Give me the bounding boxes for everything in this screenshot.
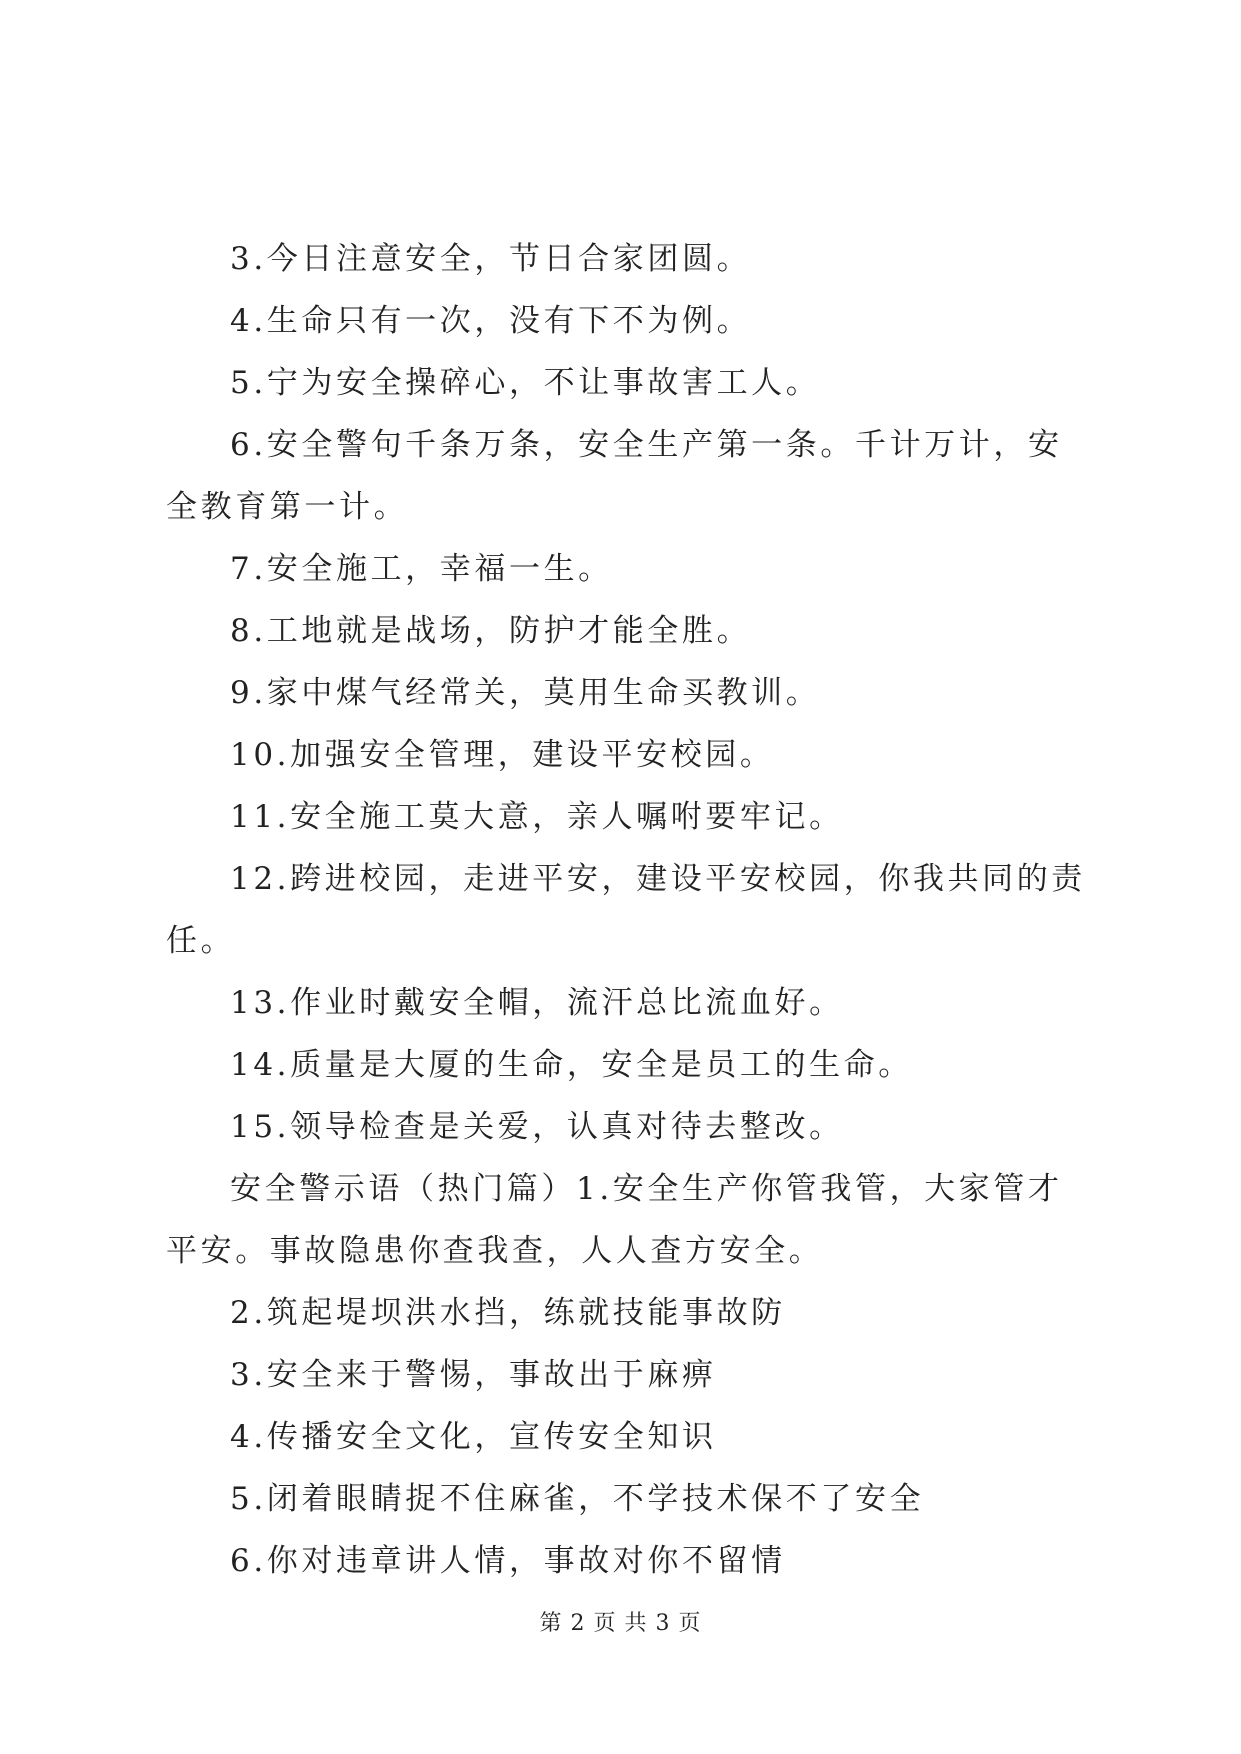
paragraph-16: 3.安全来于警惕，事故出于麻痹 (230, 1357, 717, 1393)
paragraph-19: 6.你对违章讲人情，事故对你不留情 (230, 1543, 786, 1579)
paragraph-11: 13.作业时戴安全帽，流汗总比流血好。 (230, 985, 844, 1021)
paragraph-7: 9.家中煤气经常关，莫用生命买教训。 (230, 675, 821, 711)
paragraph-9: 11.安全施工莫大意，亲人嘱咐要牢记。 (230, 799, 844, 835)
page-number-footer: 第 2 页 共 3 页 (539, 1611, 702, 1636)
paragraph-5: 7.安全施工，幸福一生。 (230, 551, 613, 587)
document-body (166, 228, 1096, 1592)
paragraph-3: 5.宁为安全操碎心，不让事故害工人。 (230, 365, 821, 401)
paragraph-4: 6.安全警句千条万条，安全生产第一条。千计万计，安全教育第一计。 (166, 427, 1063, 525)
paragraph-18: 5.闭着眼睛捉不住麻雀，不学技术保不了安全 (230, 1481, 925, 1517)
paragraph-8: 10.加强安全管理，建设平安校园。 (230, 737, 775, 773)
paragraph-13: 15.领导检查是关爱，认真对待去整改。 (230, 1109, 844, 1145)
paragraph-6: 8.工地就是战场，防护才能全胜。 (230, 613, 752, 649)
paragraph-10: 12.跨进校园，走进平安，建设平安校园，你我共同的责任。 (166, 861, 1086, 959)
paragraph-1: 3.今日注意安全，节日合家团圆。 (230, 241, 752, 277)
paragraph-12: 14.质量是大厦的生命，安全是员工的生命。 (230, 1047, 913, 1083)
paragraph-15: 2.筑起堤坝洪水挡，练就技能事故防 (230, 1295, 786, 1331)
paragraph-2: 4.生命只有一次，没有下不为例。 (230, 303, 752, 339)
paragraph-17: 4.传播安全文化，宣传安全知识 (230, 1419, 717, 1455)
section-heading-paragraph: 安全警示语（热门篇）1.安全生产你管我管，大家管才平安。事故隐患你查我查，人人查方安全。 (166, 1171, 1063, 1269)
